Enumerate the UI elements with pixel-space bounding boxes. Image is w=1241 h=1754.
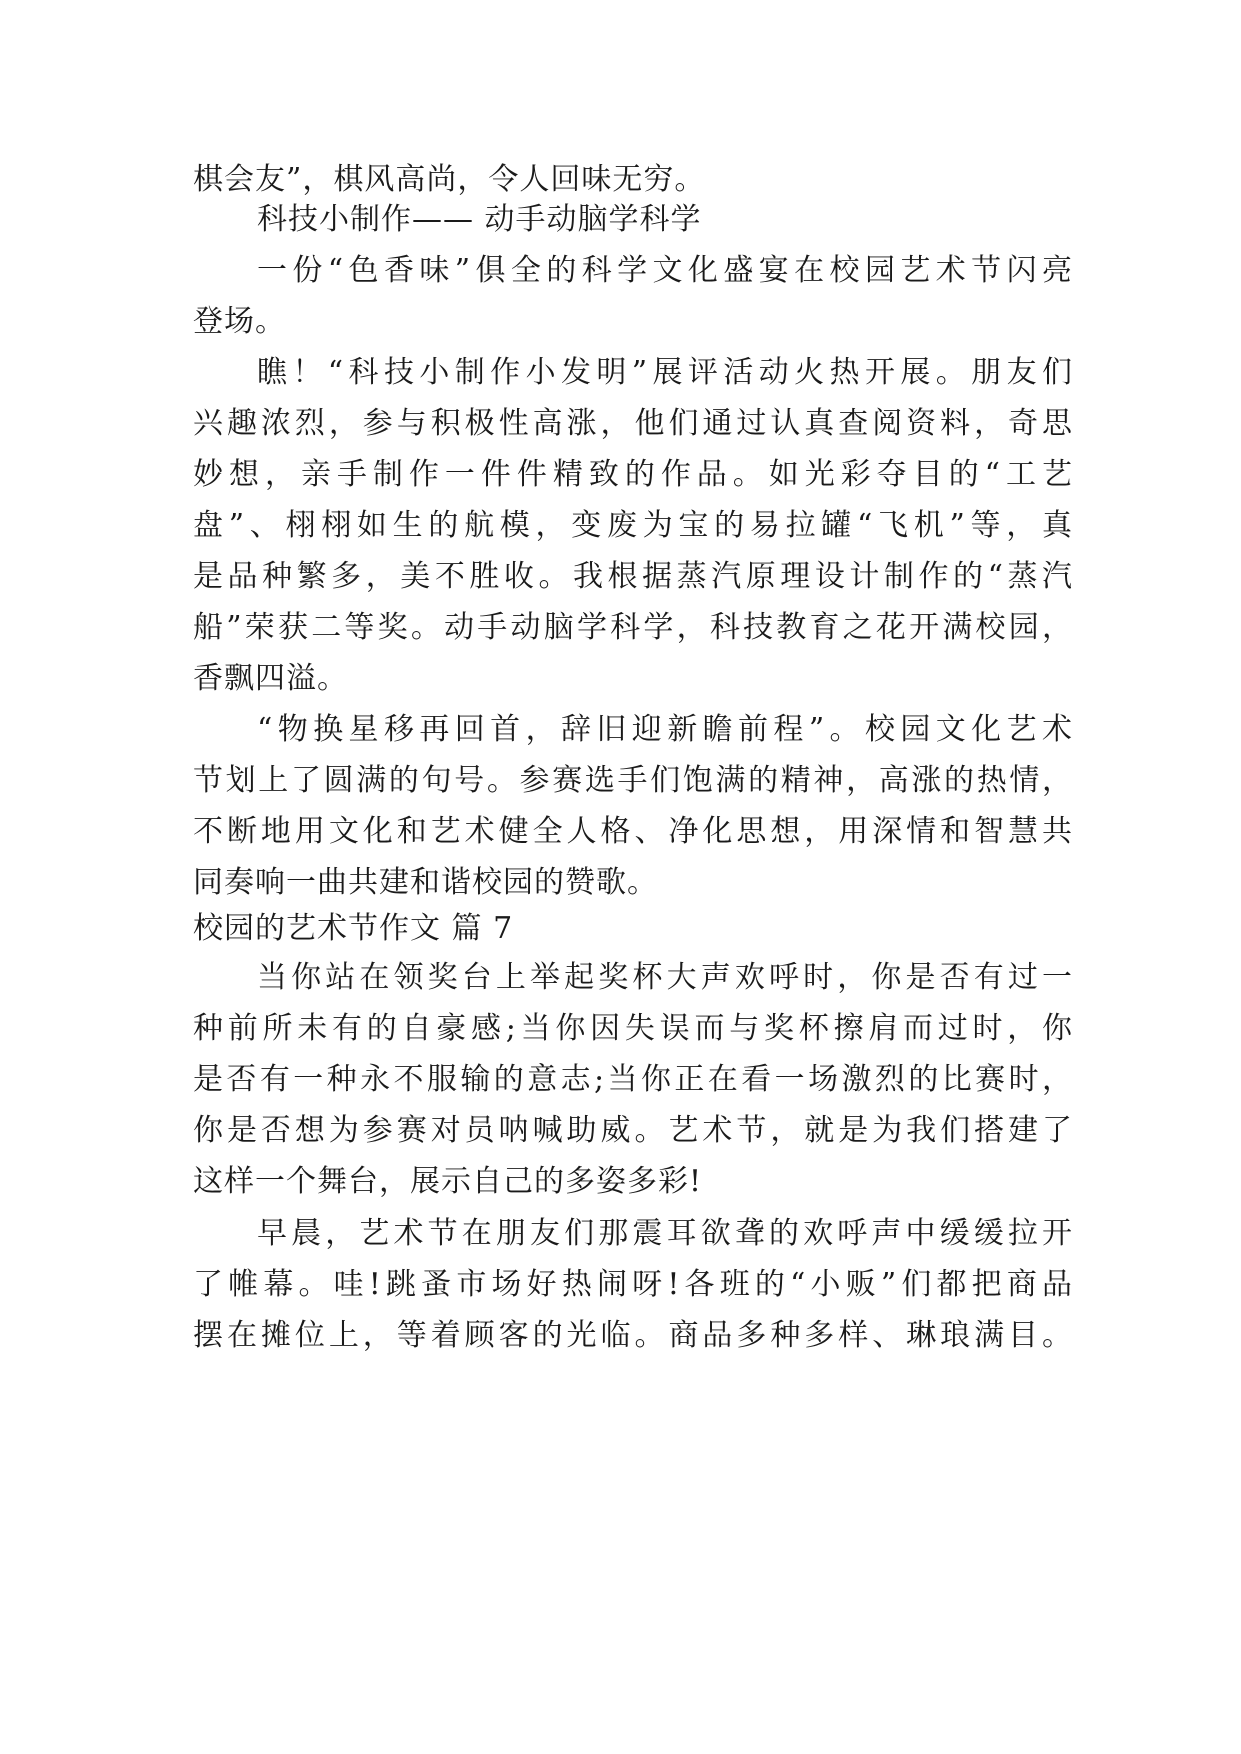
text-line: 这样一个舞台，展示自己的多姿多彩! bbox=[193, 1164, 703, 1199]
text-line: 盘”、栩栩如生的航模，变废为宝的易拉罐“飞机”等，真 bbox=[193, 508, 1073, 543]
text-line: 一份“色香味”俱全的科学文化盛宴在校园艺术节闪亮 bbox=[257, 253, 1073, 288]
text-line: 了帷幕。哇!跳蚤市场好热闹呀!各班的“小贩”们都把商品 bbox=[193, 1267, 1073, 1302]
text-line: 同奏响一曲共建和谐校园的赞歌。 bbox=[193, 865, 658, 900]
text-line: 妙想，亲手制作一件件精致的作品。如光彩夺目的“工艺 bbox=[193, 457, 1073, 492]
text-line: 兴趣浓烈，参与积极性高涨，他们通过认真查阅资料，奇思 bbox=[193, 406, 1073, 441]
text-line: “物换星移再回首，辞旧迎新瞻前程”。校园文化艺术 bbox=[257, 712, 1073, 747]
text-line: 早晨，艺术节在朋友们那震耳欲聋的欢呼声中缓缓拉开 bbox=[257, 1216, 1073, 1251]
text-line: 是品种繁多，美不胜收。我根据蒸汽原理设计制作的“蒸汽 bbox=[193, 559, 1073, 594]
text-line: 棋会友”，棋风高尚，令人回味无穷。 bbox=[193, 162, 706, 197]
text-line: 种前所未有的自豪感;当你因失误而与奖杯擦肩而过时，你 bbox=[193, 1011, 1073, 1046]
section-heading: 科技小制作—— 动手动脑学科学 bbox=[257, 202, 702, 237]
text-line: 香飘四溢。 bbox=[193, 661, 348, 696]
text-line: 瞧！“科技小制作小发明”展评活动火热开展。朋友们 bbox=[257, 355, 1073, 390]
article-title: 校园的艺术节作文 篇 7 bbox=[193, 911, 514, 946]
text-line: 不断地用文化和艺术健全人格、净化思想，用深情和智慧共 bbox=[193, 814, 1073, 849]
text-line: 节划上了圆满的句号。参赛选手们饱满的精神，高涨的热情， bbox=[193, 763, 1073, 798]
text-line: 当你站在领奖台上举起奖杯大声欢呼时，你是否有过一 bbox=[257, 960, 1073, 995]
text-line: 是否有一种永不服输的意志;当你正在看一场激烈的比赛时， bbox=[193, 1062, 1073, 1097]
text-line: 摆在摊位上，等着顾客的光临。商品多种多样、琳琅满目。 bbox=[193, 1318, 1073, 1353]
text-line: 登场。 bbox=[193, 304, 286, 339]
text-line: 你是否想为参赛对员呐喊助威。艺术节，就是为我们搭建了 bbox=[193, 1113, 1073, 1148]
text-line: 船”荣获二等奖。动手动脑学科学，科技教育之花开满校园， bbox=[193, 610, 1073, 645]
